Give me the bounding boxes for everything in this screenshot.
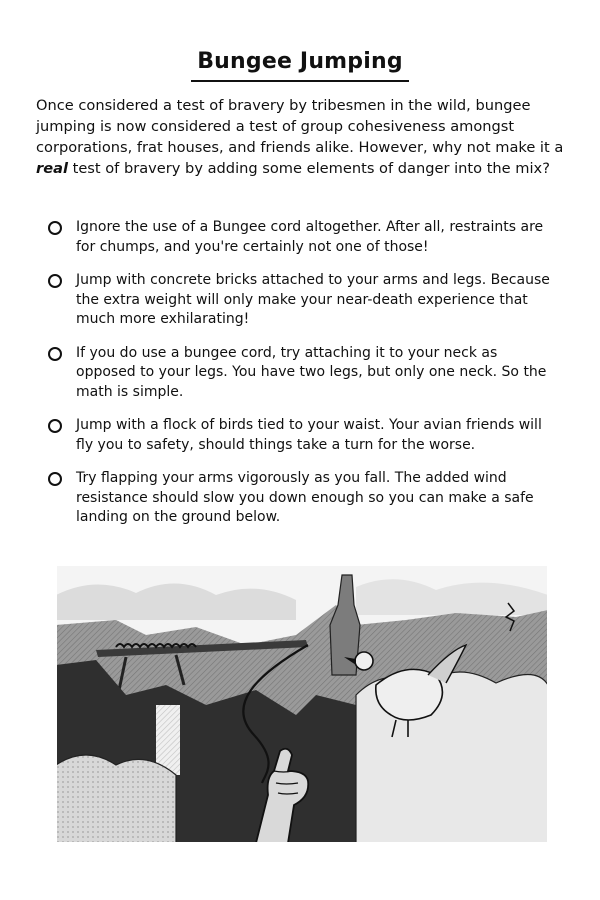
radio-circle-icon[interactable]: [48, 221, 62, 235]
option-item[interactable]: [48, 344, 558, 403]
option-text: If you do use a bungee cord, try attaching it to your neck as opposed to your legs. You have two legs, but only one neck. So the math is simple.: [76, 344, 547, 400]
option-text: Ignore the use of a Bungee cord altogether. After all, restraints are for chumps, and you're certainly not one of those!: [76, 219, 544, 255]
radio-circle-icon[interactable]: [48, 347, 62, 361]
radio-circle-icon[interactable]: [48, 274, 62, 288]
intro-paragraph: [36, 95, 566, 179]
intro-text-before: Once considered a test of bravery by tribesmen in the wild, bungee jumping is now considered a test of group cohesiveness amongst corporations, frat houses, and friends alike. However, why not make it a: [36, 97, 564, 156]
option-item[interactable]: [48, 218, 558, 257]
option-item[interactable]: [48, 271, 558, 330]
option-text: Jump with concrete bricks attached to your arms and legs. Because the extra weight will only make your near-death experience that much more exhilarating!: [76, 272, 550, 327]
option-item[interactable]: [48, 416, 558, 455]
radio-circle-icon[interactable]: [48, 472, 62, 486]
bungee-illustration: [56, 565, 548, 843]
radio-circle-icon[interactable]: [48, 419, 62, 433]
mist-dots: [56, 755, 176, 843]
option-list: [48, 218, 558, 542]
page-title: [0, 38, 600, 82]
option-text: Try flapping your arms vigorously as you fall. The added wind resistance should slow you down enough so you can make a safe landing on the ground below.: [76, 470, 534, 525]
option-item[interactable]: [48, 469, 558, 528]
intro-text-after: test of bravery by adding some elements of danger into the mix?: [67, 160, 550, 177]
intro-emphasis: real: [36, 160, 68, 177]
option-text: Jump with a flock of birds tied to your waist. Your avian friends will fly you to safety, should things take a turn for the worse.: [76, 417, 542, 453]
page-title-text: Bungee Jumping: [191, 49, 409, 82]
